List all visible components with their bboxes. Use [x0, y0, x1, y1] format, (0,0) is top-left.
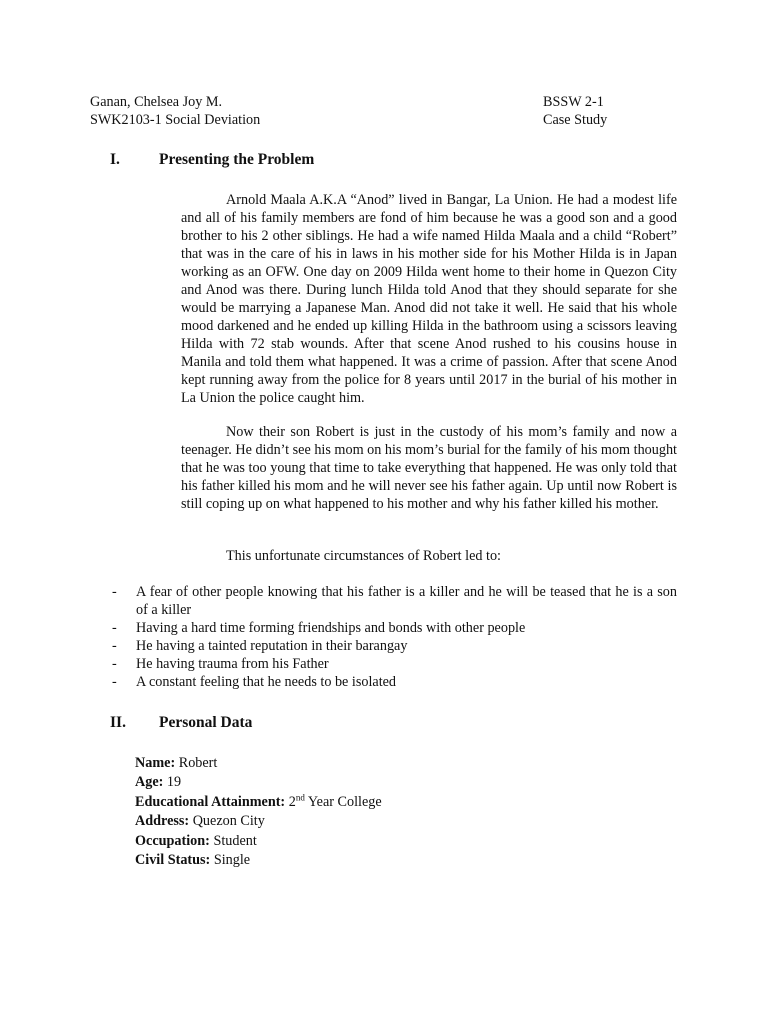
field-address: Address: Quezon City [135, 813, 265, 830]
bullet-dash: - [112, 620, 117, 636]
bullet-dash: - [112, 584, 117, 600]
list-item: - Having a hard time forming friendships and bonds with other people [112, 620, 526, 636]
section-number: I. [110, 151, 120, 168]
header-line-1 [90, 93, 620, 111]
list-item: - A fear of other people knowing that his father is a killer and he will be teased that he is a son of a killer [112, 584, 677, 618]
class-section: BSSW 2-1 [543, 94, 604, 110]
personal-data-fields [135, 754, 382, 870]
list-item: - A constant feeling that he needs to be isolated [112, 674, 397, 690]
author-name: Ganan, Chelsea Joy M. [90, 94, 222, 110]
list-item: - He having trauma from his Father [112, 656, 329, 672]
section-number: II. [110, 714, 126, 731]
field-education: Educational Attainment: 2nd Year College [135, 792, 382, 810]
section-title: Presenting the Problem [159, 151, 315, 168]
course-title: SWK2103-1 Social Deviation [90, 112, 261, 128]
document-type: Case Study [543, 112, 608, 128]
consequence-list [112, 583, 677, 691]
bullet-dash: - [112, 656, 117, 672]
field-occupation: Occupation: Student [135, 832, 257, 849]
field-civil-status: Civil Status: Single [135, 852, 251, 869]
section-heading-personal-data [110, 713, 252, 733]
problem-paragraph-1: Arnold Maala A.K.A “Anod” lived in Bangar, La Union. He had a modest life and all of his family members are fond of him because he was a good son and a good brother to his 2 other siblings. He had a wife named Hilda Maala and a child “Robert” that was in the care of his in laws in his mother side for his Mother Hilda is in Japan working as an OFW. One day on 2009 Hilda went home to their home in Quezon City and Anod was there. During lunch Hilda told Anod that they should separate for she would be marrying a Japanese Man. Anod did not take it well. He said that his whole mood darkened and he ended up killing Hilda in the bathroom using a scissors leaving Hilda with 72 stab wounds. After that scene Anod rushed to his cousins house in Manila and told them what happened. It was a crime of passion. After that scene Anod kept running away from the police for 8 years until 2017 in the burial of his mother in La Union the police caught him. [181, 192, 677, 406]
field-age: Age: 19 [135, 774, 182, 791]
field-name: Name: Robert [135, 755, 218, 771]
header-line-2 [90, 111, 620, 129]
section-heading-presenting-problem [110, 150, 314, 170]
problem-paragraph-2: Now their son Robert is just in the custody of his mom’s family and now a teenager. He didn’t see his mom on his mom’s burial for the family of his mom thought that he was too young that time to take everything that happened. He was only told that his father killed his mom and he will never see his father again. Up until now Robert is still coping up on what happened to his mother and why his father killed his mother. [181, 424, 677, 512]
list-item: - He having a tainted reputation in their barangay [112, 638, 408, 654]
section-title: Personal Data [159, 714, 253, 731]
bullet-dash: - [112, 674, 117, 690]
bullet-dash: - [112, 638, 117, 654]
bullet-lead-sentence: This unfortunate circumstances of Robert led to: [226, 548, 502, 564]
